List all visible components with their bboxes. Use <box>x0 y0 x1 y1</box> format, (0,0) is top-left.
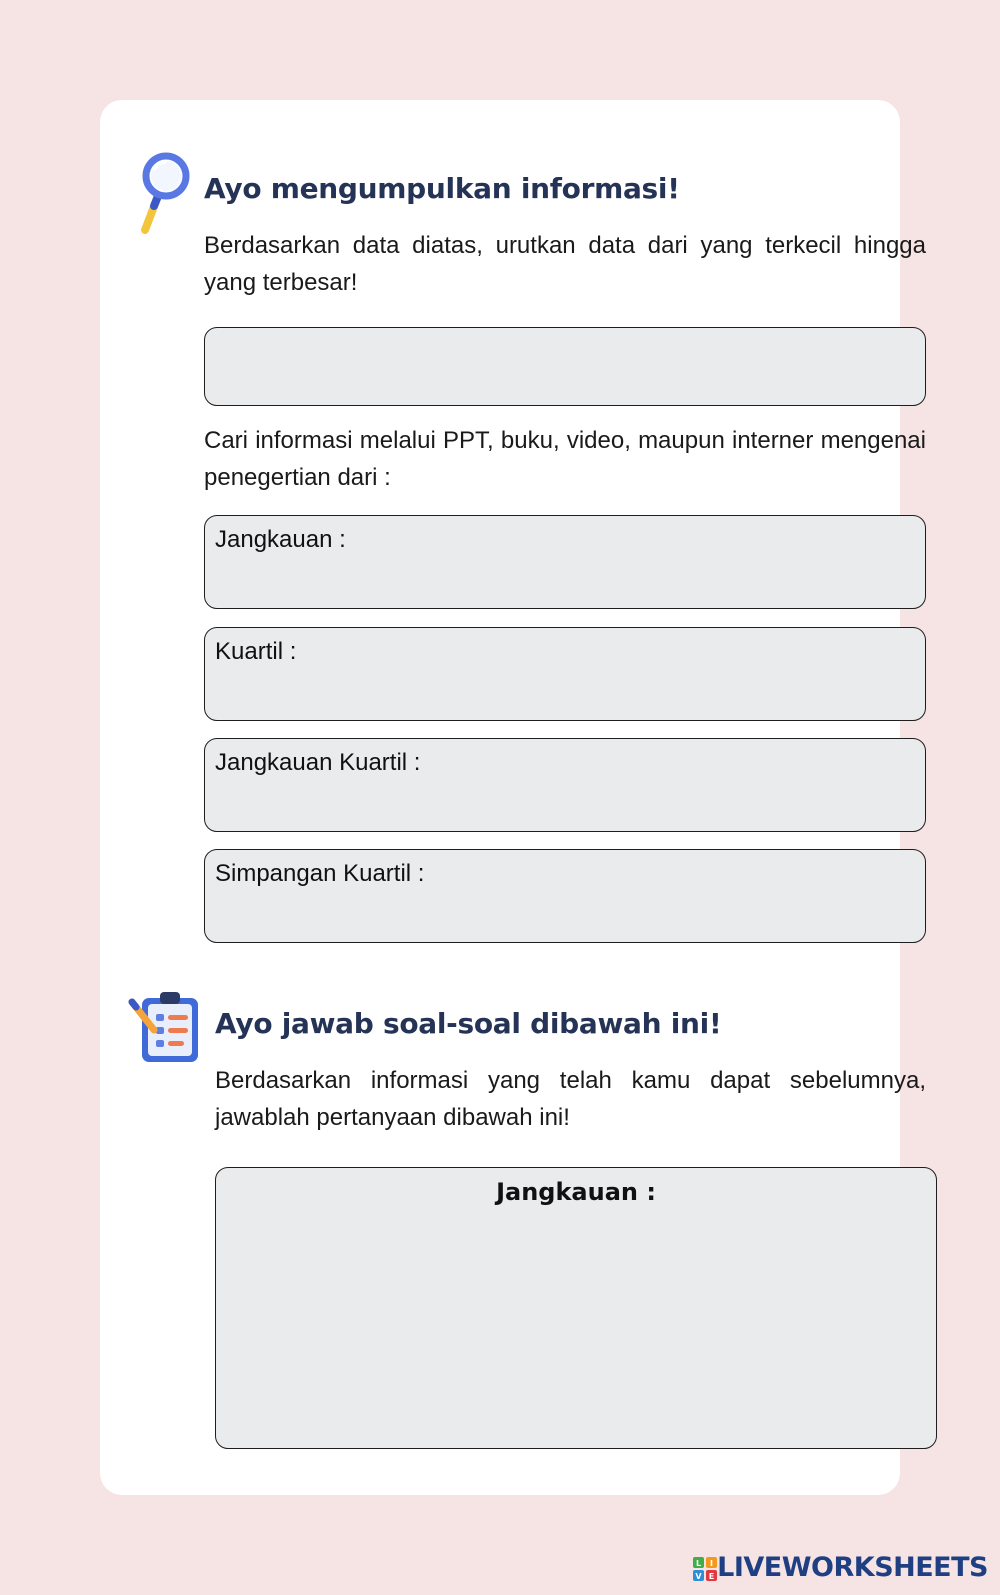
logo-letter-v: V <box>695 1571 702 1581</box>
simpangan-kuartil-field[interactable] <box>204 849 926 943</box>
section1-instruction: Berdasarkan data diatas, urutkan data dari yang terkecil hingga yang terbesar! <box>204 232 926 296</box>
jangkauan-kuartil-label: Jangkauan Kuartil : <box>215 749 421 776</box>
kuartil-field[interactable] <box>204 627 926 721</box>
jangkauan-kuartil-field[interactable] <box>204 738 926 832</box>
liveworksheets-logo-icon <box>693 1557 717 1581</box>
jangkauan-answer-field[interactable] <box>215 1167 937 1449</box>
logo-letter-l: L <box>695 1558 702 1568</box>
section2-title: Ayo jawab soal-soal dibawah ini! <box>215 1007 722 1040</box>
kuartil-label: Kuartil : <box>215 638 297 665</box>
worksheet-card <box>100 100 926 1495</box>
clipboard-checklist-icon <box>128 990 206 1066</box>
sorted-data-answer-field[interactable] <box>204 327 926 406</box>
jangkauan-label: Jangkauan : <box>215 526 346 553</box>
jangkauan-field[interactable] <box>204 515 926 609</box>
brand-name: LIVEWORKSHEETS <box>717 1552 988 1583</box>
magnifying-glass-icon <box>138 150 194 238</box>
jangkauan-answer-label: Jangkauan : <box>496 1178 656 1206</box>
logo-letter-i: I <box>710 1558 713 1568</box>
section1-instruction2: Cari informasi melalui PPT, buku, video, maupun interner mengenai penegertian dari : <box>204 427 926 491</box>
logo-letter-e: E <box>708 1571 715 1581</box>
section2-instruction: Berdasarkan informasi yang telah kamu dapat sebelumnya, jawablah pertanyaan dibawah ini! <box>215 1067 926 1131</box>
section1-title: Ayo mengumpulkan informasi! <box>204 172 680 205</box>
simpangan-kuartil-label: Simpangan Kuartil : <box>215 860 425 887</box>
